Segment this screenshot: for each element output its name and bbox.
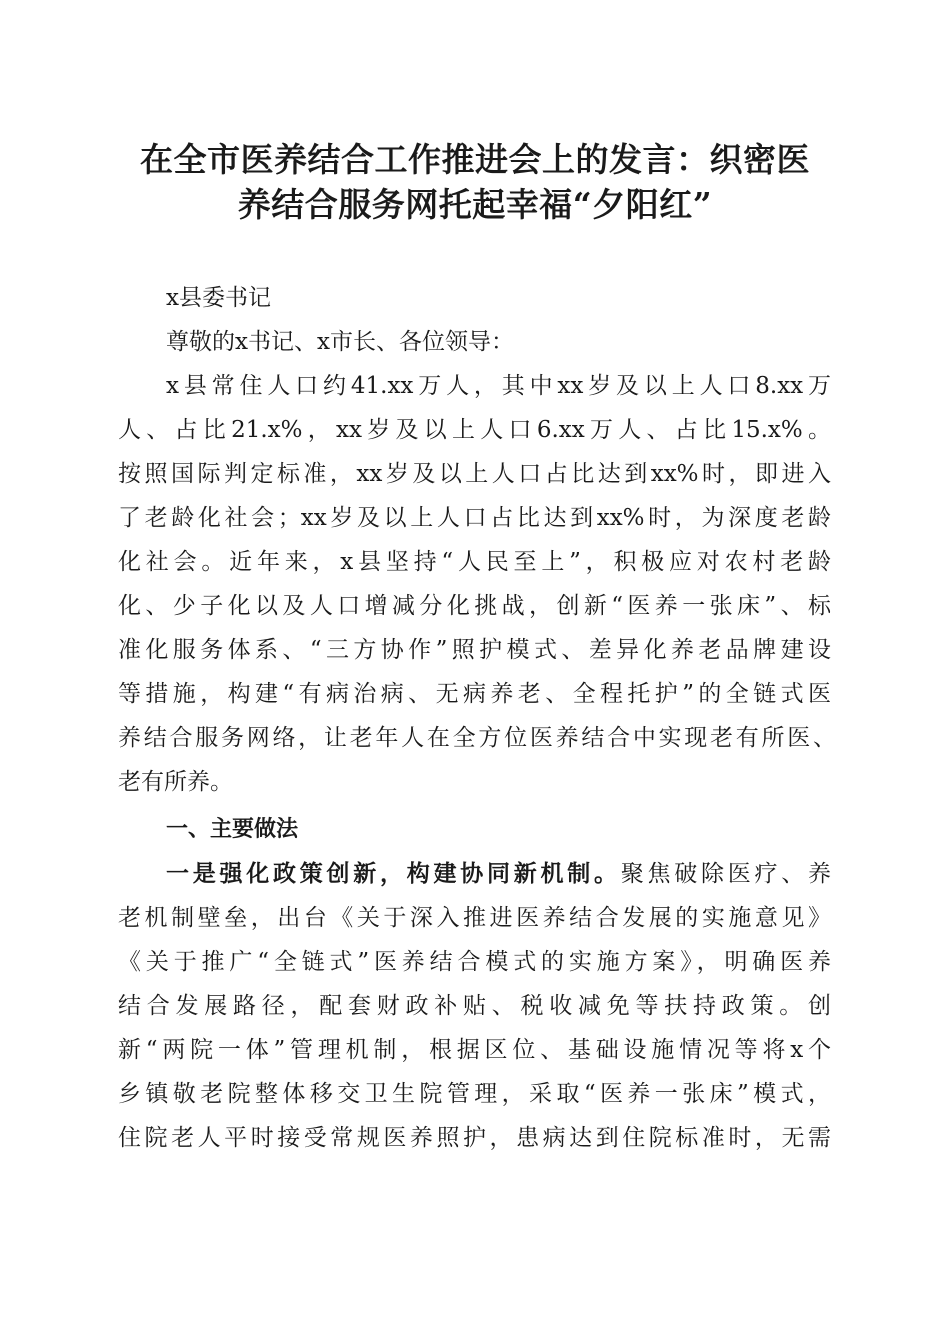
intro-line: 老有所养。 [118,769,233,795]
paragraph-line: 老机制壁垒，出台《关于深入推进医养结合发展的实施意见》 [118,905,831,931]
paragraph-line: 《关于推广“全链式”医养结合模式的实施方案》，明确医养 [118,949,831,975]
intro-line: 了老龄化社会；xx岁及以上人口占比达到xx%时，为深度老龄 [118,505,831,531]
paragraph-lead: 一是强化政策创新，构建协同新机制。 [166,860,621,887]
intro-line: 按照国际判定标准，xx岁及以上人口占比达到xx%时，即进入 [118,461,831,487]
intro-line: 等措施，构建“有病治病、无病养老、全程托护”的全链式医 [118,681,831,707]
paragraph-first-line [166,859,831,889]
intro-line: 化、少子化以及人口增减分化挑战，创新“医养一张床”、标 [118,593,831,619]
intro-line: 准化服务体系、“三方协作”照护模式、差异化养老品牌建设 [118,637,831,663]
paragraph-lead-rest: 聚焦破除医疗、养 [620,861,831,887]
intro-line: x县常住人口约41.xx万人，其中xx岁及以上人口8.xx万 [166,373,831,399]
document-title-line-1: 在全市医养结合工作推进会上的发言：织密医 [140,140,810,179]
document-title-line-2: 养结合服务网托起幸福“夕阳红” [237,185,713,224]
section-heading: 一、主要做法 [166,817,299,842]
paragraph-line: 乡镇敬老院整体移交卫生院管理，采取“医养一张床”模式， [118,1081,831,1107]
intro-line: 人、占比21.x%，xx岁及以上人口6.xx万人、占比15.x%。 [118,417,831,443]
salutation-line: 尊敬的x书记、x市长、各位领导： [166,329,514,355]
intro-line: 养结合服务网络，让老年人在全方位医养结合中实现老有所医、 [118,725,836,751]
paragraph-line: 住院老人平时接受常规医养照护，患病达到住院标准时，无需 [118,1125,831,1151]
intro-line: 化社会。近年来，x县坚持“人民至上”，积极应对农村老龄 [118,549,831,575]
paragraph-line: 新“两院一体”管理机制，根据区位、基础设施情况等将x个 [118,1037,831,1063]
author-line: x县委书记 [166,285,271,311]
paragraph-line: 结合发展路径，配套财政补贴、税收减免等扶持政策。创 [118,993,831,1019]
